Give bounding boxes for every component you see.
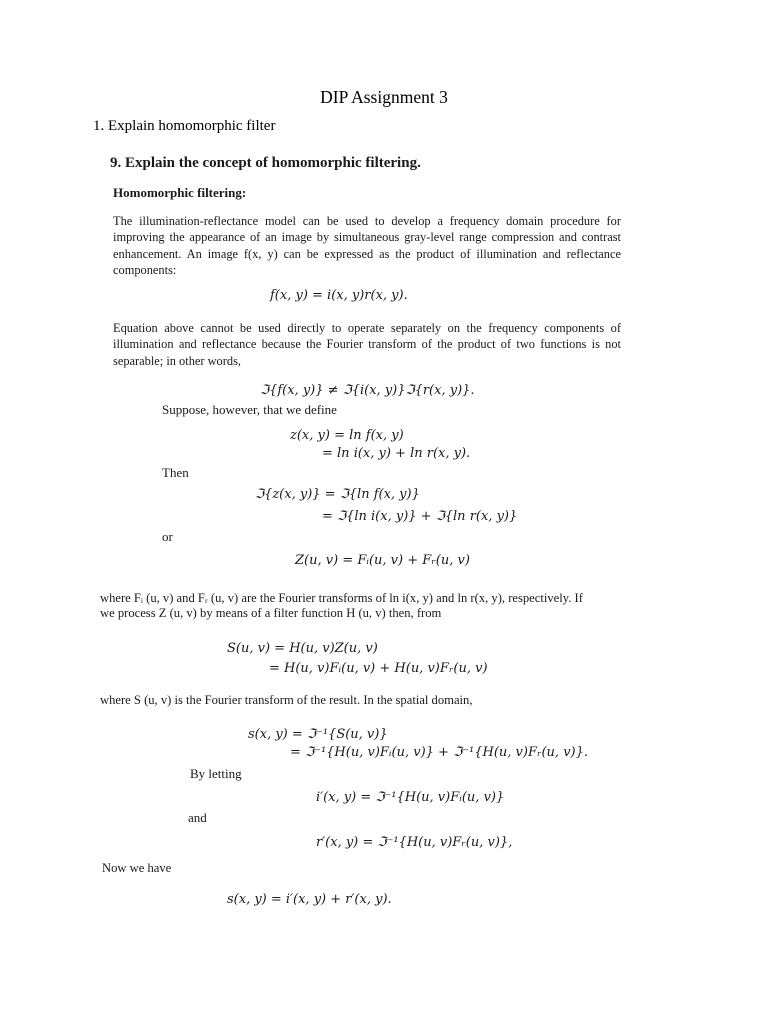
equation-final: s(x, y) = i′(x, y) + r′(x, y).	[227, 892, 392, 907]
equation-S-line-2: = H(u, v)Fᵢ(u, v) + H(u, v)Fᵣ(u, v)	[269, 661, 488, 676]
equation-fz-line-2: = ℑ{ln i(x, y)} + ℑ{ln r(x, y)}	[322, 509, 518, 524]
equation-z-line-1: z(x, y) = ln f(x, y)	[290, 428, 404, 443]
equation-Z: Z(u, v) = Fᵢ(u, v) + Fᵣ(u, v)	[295, 553, 470, 568]
equation-not-separable: ℑ{f(x, y)} ≠ ℑ{i(x, y)}ℑ{r(x, y)}.	[260, 383, 475, 398]
equation-s-line-1: s(x, y) = ℑ⁻¹{S(u, v)}	[248, 727, 388, 742]
and-label: and	[188, 810, 207, 825]
scan-paragraph-2: Equation above cannot be used directly to operate separately on the frequency components of illumination and reflectance because the Fourier transform of the product of two functions is not separable; in other words,	[113, 321, 621, 368]
where-S-text: where S (u, v) is the Fourier transform of the result. In the spatial domain,	[100, 693, 473, 707]
by-letting-label: By letting	[190, 766, 242, 781]
scan-paragraph-1: The illumination-reflectance model can be used to develop a frequency domain procedure for improving the appearance of an image by simultaneous gray-level range compression and contrast enhancement. An image f(x, y) can be expressed as the product of illumination and reflectance components:	[113, 214, 621, 277]
or-label: or	[162, 529, 173, 544]
equation-r-prime: r′(x, y) = ℑ⁻¹{H(u, v)Fᵣ(u, v)},	[316, 835, 513, 850]
equation-i-prime: i′(x, y) = ℑ⁻¹{H(u, v)Fᵢ(u, v)}	[316, 790, 505, 805]
scan-subheading: Homomorphic filtering:	[113, 185, 247, 200]
equation-S-line-1: S(u, v) = H(u, v)Z(u, v)	[227, 641, 378, 656]
suppose-text: Suppose, however, that we define	[162, 402, 337, 417]
now-we-have-text: Now we have	[102, 861, 172, 875]
equation-s-line-2: = ℑ⁻¹{H(u, v)Fᵢ(u, v)} + ℑ⁻¹{H(u, v)Fᵣ(u, v)}.	[290, 745, 589, 760]
equation-fz-line-1: ℑ{z(x, y)} = ℑ{ln f(x, y)}	[255, 487, 420, 502]
question-text: 1. Explain homomorphic filter	[93, 118, 276, 134]
where-line-2: we process Z (u, v) by means of a filter function H (u, v) then, from	[100, 606, 442, 620]
scan-heading: 9. Explain the concept of homomorphic filtering.	[110, 155, 421, 171]
page-title: DIP Assignment 3	[320, 87, 448, 107]
then-label: Then	[162, 465, 189, 480]
equation-z-line-2: = ln i(x, y) + ln r(x, y).	[322, 446, 471, 461]
where-line-1: where Fᵢ (u, v) and Fᵣ (u, v) are the Fourier transforms of ln i(x, y) and ln r(x, y), respectively. If	[100, 591, 583, 605]
equation-product: f(x, y) = i(x, y)r(x, y).	[270, 288, 408, 303]
scanned-textbook-image	[100, 145, 640, 925]
